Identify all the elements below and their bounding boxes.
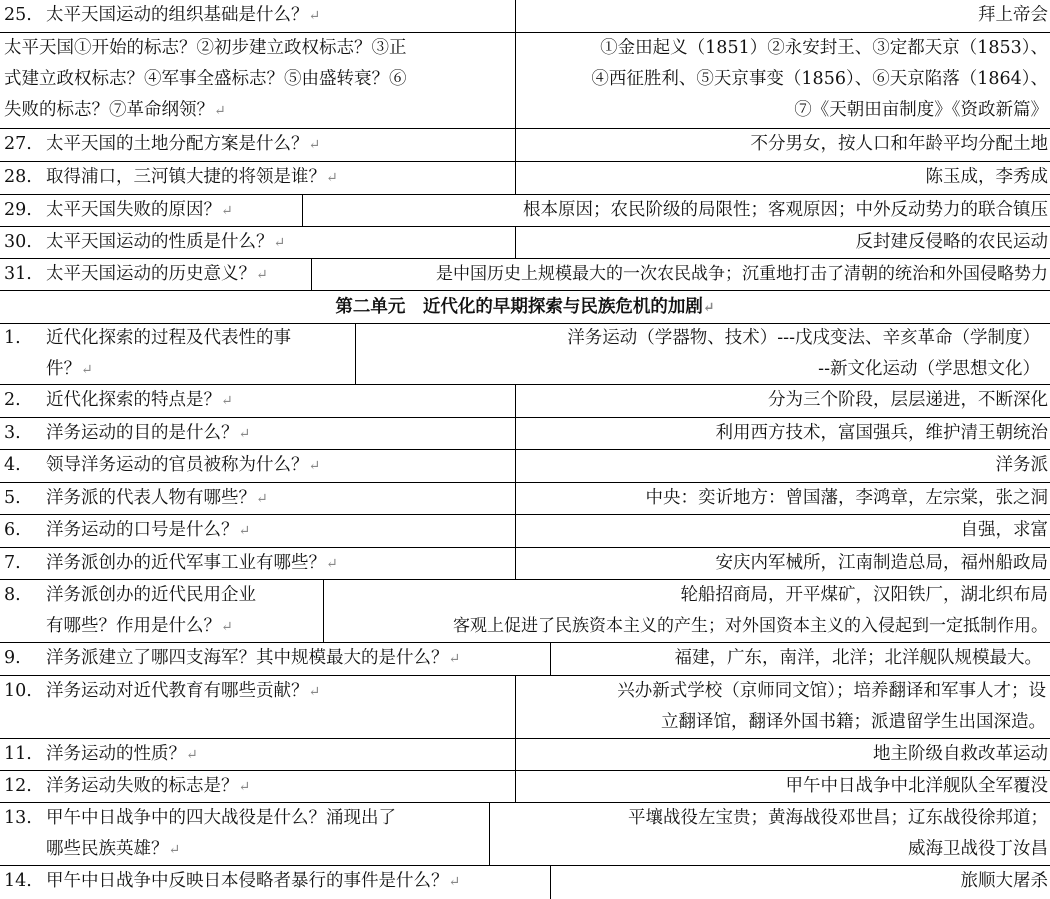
question-cell: 3. 洋务运动的目的是什么？↵ (0, 418, 516, 449)
question-cell: 13. 甲午中日战争中的四大战役是什么？涌现出了 哪些民族英雄？↵ (0, 803, 490, 865)
table-row (0, 450, 1050, 483)
table-row (0, 676, 1050, 739)
table-row (0, 33, 1050, 129)
table-row (0, 227, 1050, 259)
table-row (0, 162, 1050, 195)
answer-cell: 福建，广东，南洋，北洋；北洋舰队规模最大。 (674, 648, 1042, 668)
table-row (0, 866, 1050, 899)
answer-cell: 旅顺大屠杀 (960, 871, 1048, 891)
table-row (0, 771, 1050, 803)
question-cell: 28. 取得浦口，三河镇大捷的将领是谁？↵ (0, 162, 516, 194)
table-row (0, 548, 1050, 580)
answer-cell: 拜上帝会 (978, 5, 1048, 25)
table-row (0, 385, 1050, 418)
answer-cell: 轮船招商局，开平煤矿，汉阳铁厂，湖北织布局 客观上促进了民族资本主义的产生；对外国资本主义的入侵起到一定抵制作用。 (453, 585, 1048, 636)
question-cell: 4. 领导洋务运动的官员被称为什么？↵ (0, 450, 516, 482)
answer-cell: 安庆内军械所，江南制造总局，福州船政局 (715, 553, 1048, 573)
question-cell: 8. 洋务派创办的近代民用企业 有哪些？作用是什么？↵ (0, 580, 324, 642)
answer-cell: 平壤战役左宝贵；黄海战役邓世昌；辽东战役徐邦道； 威海卫战役丁汝昌 (628, 808, 1048, 859)
answer-cell: 分为三个阶段，层层递进，不断深化 (768, 390, 1048, 410)
question-cell: 6. 洋务运动的口号是什么？↵ (0, 515, 516, 547)
question-cell: 5. 洋务派的代表人物有哪些？↵ (0, 483, 516, 514)
answer-cell: 不分男女，按人口和年龄平均分配土地 (750, 134, 1048, 154)
question-cell: 9. 洋务派建立了哪四支海军？其中规模最大的是什么？↵ (0, 643, 551, 675)
answer-cell: 是中国历史上规模最大的一次农民战争；沉重地打击了清朝的统治和外国侵略势力 (436, 264, 1048, 284)
table-row (0, 418, 1050, 450)
section-title: 第二单元 近代化的早期探索与民族危机的加剧↵ (0, 291, 1050, 324)
answer-cell: 兴办新式学校（京师同文馆）；培养翻译和军事人才；设 立翻译馆，翻译外国书籍；派遣留学生出国深造。 (617, 681, 1046, 732)
answer-cell: 地主阶级自救改革运动 (873, 744, 1048, 764)
answer-cell: 反封建反侵略的农民运动 (855, 232, 1048, 252)
table-row (0, 323, 1050, 385)
question-cell: 25. 太平天国运动的组织基础是什么？↵ (0, 0, 516, 32)
table-row (0, 515, 1050, 548)
table-row (0, 643, 1050, 676)
answer-cell: 自强，求富 (960, 520, 1048, 540)
question-cell: 11. 洋务运动的性质？↵ (0, 739, 516, 770)
answer-cell: 根本原因；农民阶级的局限性；客观原因；中外反动势力的联合镇压 (523, 200, 1048, 220)
table-row (0, 483, 1050, 515)
answer-cell: 陈玉成，李秀成 (925, 167, 1048, 187)
answer-cell: 甲午中日战争中北洋舰队全军覆没 (785, 776, 1048, 796)
table-row (0, 739, 1050, 771)
question-cell: 7. 洋务派创办的近代军事工业有哪些？↵ (0, 548, 516, 579)
answer-cell: 洋务派 (995, 455, 1048, 475)
table-row (0, 580, 1050, 643)
answer-cell: 洋务运动（学器物、技术）---戊戌变法、辛亥革命（学制度） --新文化运动（学思想文化） (567, 328, 1040, 379)
question-cell: 29. 太平天国失败的原因？↵ (0, 195, 303, 226)
answer-cell: ①金田起义（1851）②永安封王、③定都天京（1853）、 ④西征胜利、⑤天京事变（1856）、⑥天京陷落（1864）、 ⑦《天朝田亩制度》《资政新篇》 (591, 38, 1048, 120)
table-row (0, 259, 1050, 291)
question-cell: 27. 太平天国的土地分配方案是什么？↵ (0, 129, 516, 161)
question-cell: 2. 近代化探索的特点是？↵ (0, 385, 516, 417)
question-cell: 1. 近代化探索的过程及代表性的事 件？↵ (0, 323, 356, 384)
table-row (0, 195, 1050, 227)
table-row (0, 129, 1050, 162)
question-cell: 31. 太平天国运动的历史意义？↵ (0, 259, 312, 290)
answer-cell: 中央：奕䜣地方：曾国藩，李鸿章，左宗棠，张之洞 (645, 488, 1048, 508)
table-row (0, 0, 1050, 33)
question-cell: 10. 洋务运动对近代教育有哪些贡献？↵ (0, 676, 516, 738)
table-row (0, 803, 1050, 866)
question-cell: 14. 甲午中日战争中反映日本侵略者暴行的事件是什么？↵ (0, 866, 551, 899)
answer-cell: 利用西方技术，富国强兵，维护清王朝统治 (715, 423, 1048, 443)
question-cell: 12. 洋务运动失败的标志是？↵ (0, 771, 516, 802)
question-cell: 太平天国①开始的标志？②初步建立政权标志？③正 式建立政权标志？④军事全盛标志？⑤由盛转衰？⑥ 失败的标志？⑦革命纲领？↵ (0, 33, 516, 128)
question-cell: 30. 太平天国运动的性质是什么？↵ (0, 227, 516, 258)
